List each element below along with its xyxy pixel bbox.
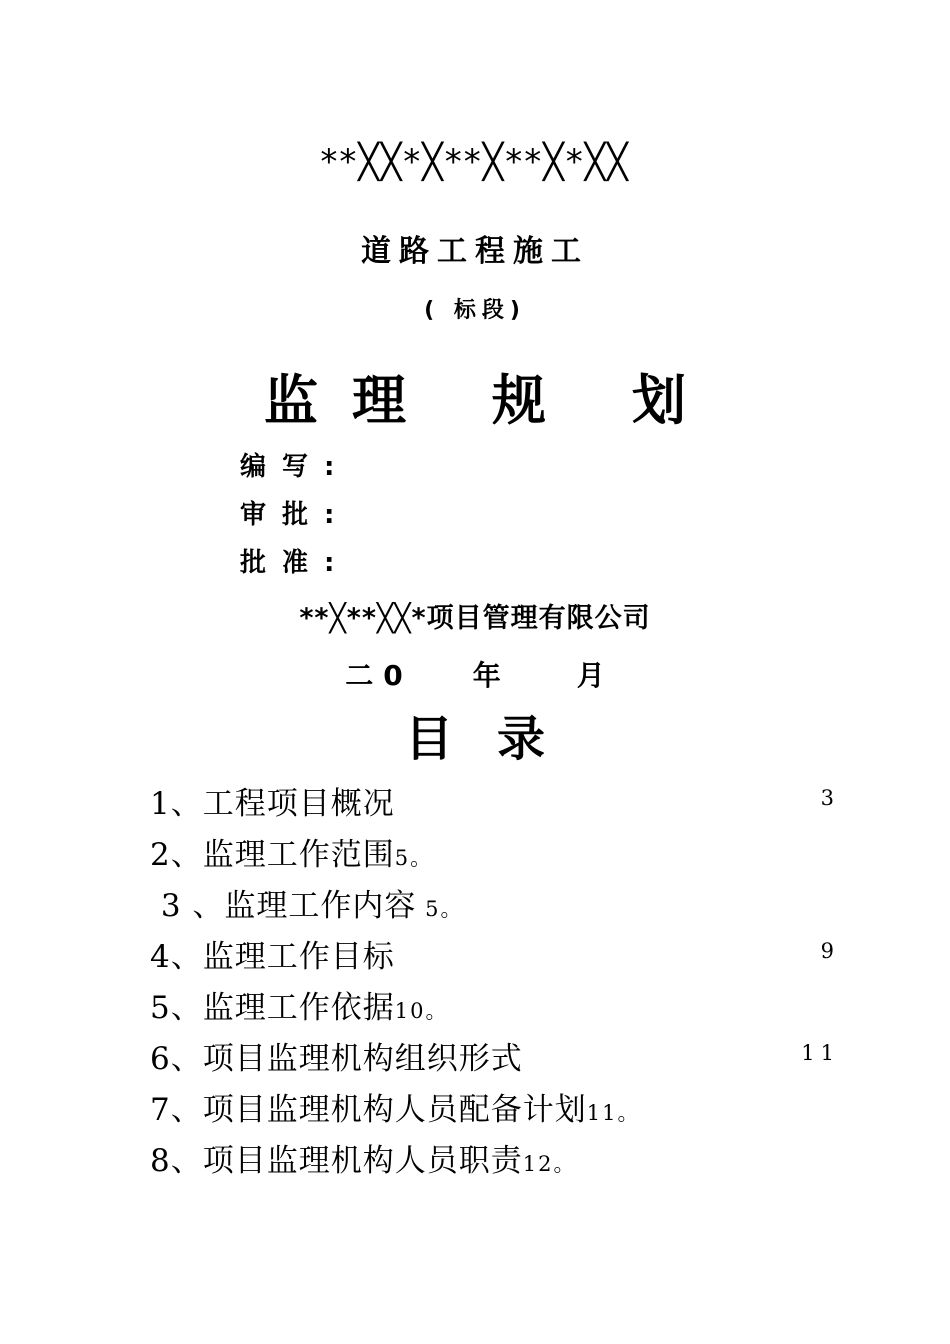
toc-item[interactable] <box>150 931 840 975</box>
toc-item-text: 8、项目监理机构人员职责12。 <box>150 1143 577 1179</box>
signoff-label: 批准 <box>240 548 325 578</box>
toc-item[interactable] <box>150 1084 840 1128</box>
toc-item-page-right: 3 <box>820 786 840 810</box>
signoff-colon: : <box>324 500 335 530</box>
toc-title-char: 录 <box>497 711 546 767</box>
toc-item-page: 12。 <box>522 1152 577 1176</box>
cover-section: ( 标段) <box>424 298 526 323</box>
cover-owner-line: **╳╳*╳**╳**╳*╳╳ <box>320 142 630 182</box>
signoff-colon: : <box>324 452 335 482</box>
toc-item-page-right: 9 <box>820 939 840 963</box>
cover-project-name: 道路工程施工 <box>361 234 589 269</box>
toc-item-text: 7、项目监理机构人员配备计划11。 <box>150 1092 641 1128</box>
cover-date <box>0 654 950 694</box>
toc-item[interactable] <box>150 1135 840 1179</box>
toc-item-text: 2、监理工作范围5。 <box>150 837 434 873</box>
signoff-colon: : <box>324 548 335 578</box>
toc-title-char: 目 <box>404 711 453 767</box>
main-title-char: 理 <box>352 369 406 432</box>
toc-item-text: 6、项目监理机构组织形式 <box>150 1041 523 1077</box>
signoff-label: 审批 <box>240 500 325 530</box>
toc-item-page: 11。 <box>586 1101 641 1125</box>
signoff-label: 编写 <box>240 452 325 482</box>
cover-company: **╳**╳╳*项目管理有限公司 <box>299 603 651 634</box>
toc-item[interactable] <box>150 778 840 822</box>
date-part: 二0 <box>345 659 413 692</box>
date-part: 月 <box>576 659 605 692</box>
toc-item[interactable] <box>150 880 840 924</box>
toc-item-text: 4、监理工作目标 <box>150 939 395 975</box>
toc-item[interactable] <box>150 1033 840 1077</box>
main-title-char: 监 <box>264 369 318 432</box>
toc-item-text: 1、工程项目概况 <box>150 786 395 822</box>
main-title-char: 划 <box>632 369 686 432</box>
toc-item-page: 10。 <box>394 999 449 1023</box>
toc-title <box>0 700 950 769</box>
toc-item[interactable] <box>150 829 840 873</box>
main-title-char: 规 <box>492 369 546 432</box>
signoff-compiled <box>240 446 334 483</box>
signoff-reviewed <box>240 494 334 531</box>
toc-item[interactable] <box>150 982 840 1026</box>
date-part: 年 <box>472 659 501 692</box>
toc-item-text: 3 、监理工作内容 5。 <box>150 888 464 924</box>
toc-item-page: 5。 <box>416 897 464 921</box>
signoff-approved <box>240 542 334 579</box>
toc-item-page: 5。 <box>394 846 434 870</box>
toc-item-page-right: 11 <box>801 1041 840 1065</box>
cover-main-title <box>0 358 950 435</box>
toc-item-text: 5、监理工作依据10。 <box>150 990 449 1026</box>
